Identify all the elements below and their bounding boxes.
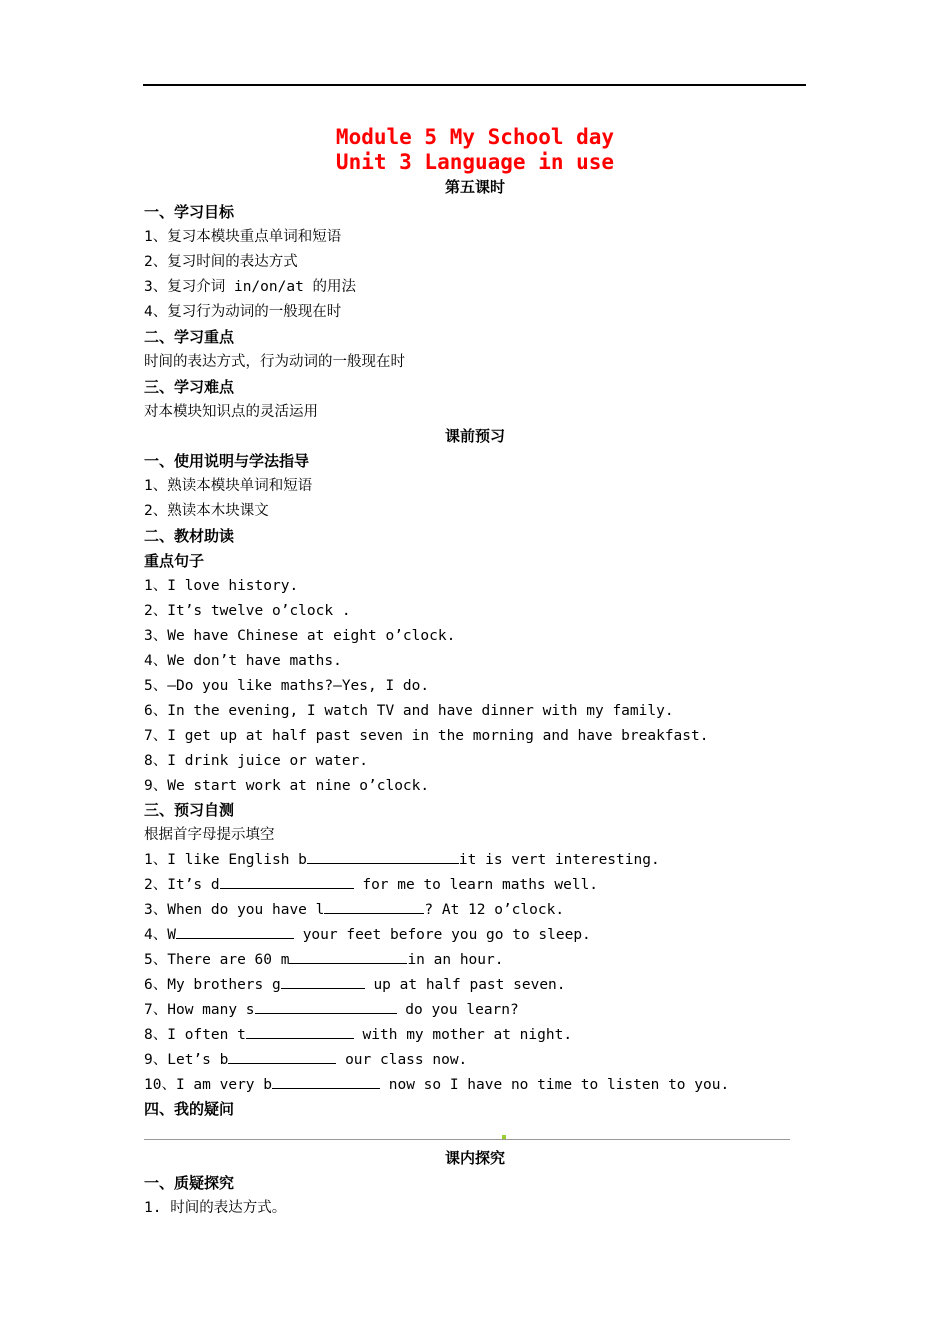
answer-blank[interactable] [246,1024,354,1039]
selftest-instruction: 根据首字母提示填空 [144,827,275,843]
exercise-rest: with my mother at night. [353,1027,573,1043]
exercise-prompt: 7、How many s [144,1002,255,1018]
sentence-item: 4、We don’t have maths. [144,653,342,669]
exercise-rest: for me to learn maths well. [353,877,599,893]
sentence-item: 8、I drink juice or water. [144,753,369,769]
exercise-item [144,849,660,871]
exercise-item [144,924,591,946]
exercise-prompt: 8、I often t [144,1027,246,1043]
answer-blank[interactable] [176,924,294,939]
answer-blank[interactable] [289,949,407,964]
sentence-item: 1、I love history. [144,578,299,594]
preview-title: 课前预习 [444,427,505,445]
exercise-item [144,1049,467,1071]
difficulties-heading: 三、学习难点 [144,378,235,396]
instructions-heading: 一、使用说明与学法指导 [144,452,310,470]
exercise-rest: do you learn? [396,1002,519,1018]
exercise-item [144,999,519,1021]
section-divider [144,1139,790,1140]
exercise-rest: ? At 12 o’clock. [424,902,565,918]
sentence-item: 9、We start work at nine o’clock. [144,778,430,794]
exercise-item [144,874,598,896]
top-rule [143,84,806,86]
exercise-prompt: 6、My brothers g [144,977,281,993]
sentence-item: 2、It’s twelve o’clock . [144,603,351,619]
inquiry-item: 1. 时间的表达方式。 [144,1200,287,1216]
module-title: Module 5 My School day [335,125,615,149]
answer-blank[interactable] [272,1074,380,1089]
questions-heading: 四、我的疑问 [144,1100,235,1118]
answer-blank[interactable] [255,999,397,1014]
exercise-prompt: 10、I am very b [144,1077,272,1093]
exercise-item [144,974,566,996]
selftest-heading: 三、预习自测 [144,801,235,819]
exercise-prompt: 4、W [144,927,176,943]
key-points-heading: 二、学习重点 [144,328,235,346]
exercise-item [144,949,503,971]
exercise-rest: our class now. [336,1052,468,1068]
material-heading: 二、教材助读 [144,527,235,545]
answer-blank[interactable] [307,849,459,864]
lesson-label: 第五课时 [444,178,505,196]
answer-blank[interactable] [220,874,354,889]
goal-item: 3、复习介词 in/on/at 的用法 [144,279,357,295]
exercise-prompt: 2、It’s d [144,877,220,893]
instruction-item: 2、熟读本木块课文 [144,503,269,519]
goal-item: 1、复习本模块重点单词和短语 [144,229,342,245]
divider-marker [502,1135,506,1139]
answer-blank[interactable] [281,974,365,989]
answer-blank[interactable] [228,1049,336,1064]
exercise-prompt: 1、I like English b [144,852,307,868]
sentence-item: 3、We have Chinese at eight o’clock. [144,628,456,644]
exercise-rest: up at half past seven. [364,977,566,993]
exercise-item [144,1074,729,1096]
sentence-item: 7、I get up at half past seven in the morning and have breakfast. [144,728,709,744]
goal-item: 2、复习时间的表达方式 [144,254,298,270]
unit-title: Unit 3 Language in use [335,150,615,174]
sentence-item: 6、In the evening, I watch TV and have dinner with my family. [144,703,674,719]
exercise-rest: in an hour. [407,952,504,968]
exercise-prompt: 3、When do you have l [144,902,325,918]
goals-heading: 一、学习目标 [144,203,235,221]
exercise-prompt: 5、There are 60 m [144,952,290,968]
sentence-item: 5、—Do you like maths?—Yes, I do. [144,678,430,694]
exercise-rest: now so I have no time to listen to you. [380,1077,730,1093]
difficulties-text: 对本模块知识点的灵活运用 [144,404,318,420]
instruction-item: 1、熟读本模块单词和短语 [144,478,313,494]
inquiry-heading: 一、质疑探究 [144,1174,235,1192]
goal-item: 4、复习行为动词的一般现在时 [144,304,342,320]
exercise-rest: it is vert interesting. [458,852,660,868]
key-points-text: 时间的表达方式，行为动词的一般现在时 [144,354,405,370]
inclass-title: 课内探究 [444,1149,505,1167]
exercise-rest: your feet before you go to sleep. [293,927,591,943]
answer-blank[interactable] [324,899,424,914]
exercise-prompt: 9、Let’s b [144,1052,229,1068]
sentences-heading: 重点句子 [144,552,205,570]
exercise-item [144,1024,572,1046]
exercise-item [144,899,564,921]
